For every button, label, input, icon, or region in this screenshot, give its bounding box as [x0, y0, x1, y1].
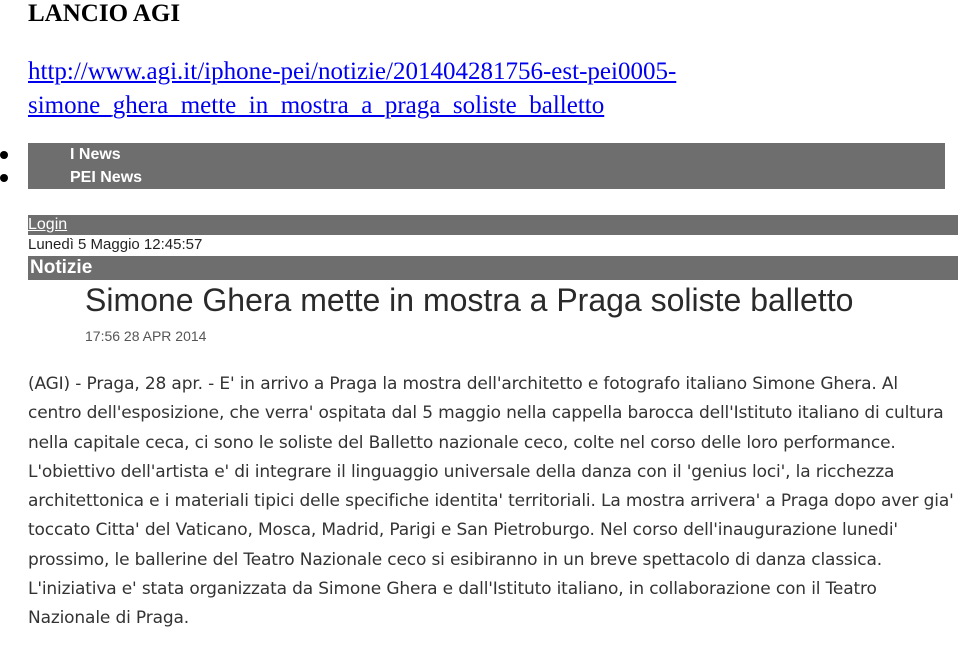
section-label-notizie[interactable]: Notizie: [30, 257, 93, 278]
bullet-icon: [0, 151, 8, 159]
section-bar: [28, 256, 958, 280]
source-url-line-1[interactable]: http://www.agi.it/iphone-pei/notizie/201404281756-est-pei0005-: [28, 58, 677, 85]
current-date: Lunedì 5 Maggio 12:45:57: [28, 236, 203, 253]
nav-bar: [28, 143, 945, 189]
article-timestamp: 17:56 28 APR 2014: [85, 328, 207, 344]
page-heading: LANCIO AGI: [28, 0, 181, 27]
bullet-icon: [0, 174, 8, 182]
source-url-line-2[interactable]: simone_ghera_mette_in_mostra_a_praga_soliste_balletto: [28, 92, 605, 119]
nav-item-pei-news[interactable]: PEI News: [70, 169, 143, 186]
nav-item-i-news[interactable]: I News: [70, 146, 121, 163]
source-url-link[interactable]: [28, 55, 928, 123]
login-link[interactable]: Login: [28, 216, 68, 233]
article-title: Simone Ghera mette in mostra a Praga soliste balletto: [85, 282, 854, 318]
login-bar: [28, 215, 958, 235]
article-body: (AGI) - Praga, 28 apr. - E' in arrivo a Praga la mostra dell'architetto e fotografo italiano Simone Ghera. Al centro dell'esposizione, che verra' ospitata dal 5 maggio nella cappella barocca dell'Istituto italiano di cultura nella capitale ceca, ci sono le soliste del Balletto nazionale ceco, colte nel corso delle loro performance. L'obiettivo dell'artista e' di integrare il linguaggio universale della danza con il 'genius loci', la ricchezza architettonica e i materiali tipici delle specifiche identita' territoriali. La mostra arrivera' a Praga dopo aver gia' toccato Citta' del Vaticano, Mosca, Madrid, Parigi e San Pietroburgo. Nel corso dell'inaugurazione lunedi' prossimo, le ballerine del Teatro Nazionale ceco si esibiranno in un breve spettacolo di danza classica. L'iniziativa e' stata organizzata da Simone Ghera e dall'Istituto italiano, in collaborazione con il Teatro Nazionale di Praga.: [28, 374, 954, 629]
